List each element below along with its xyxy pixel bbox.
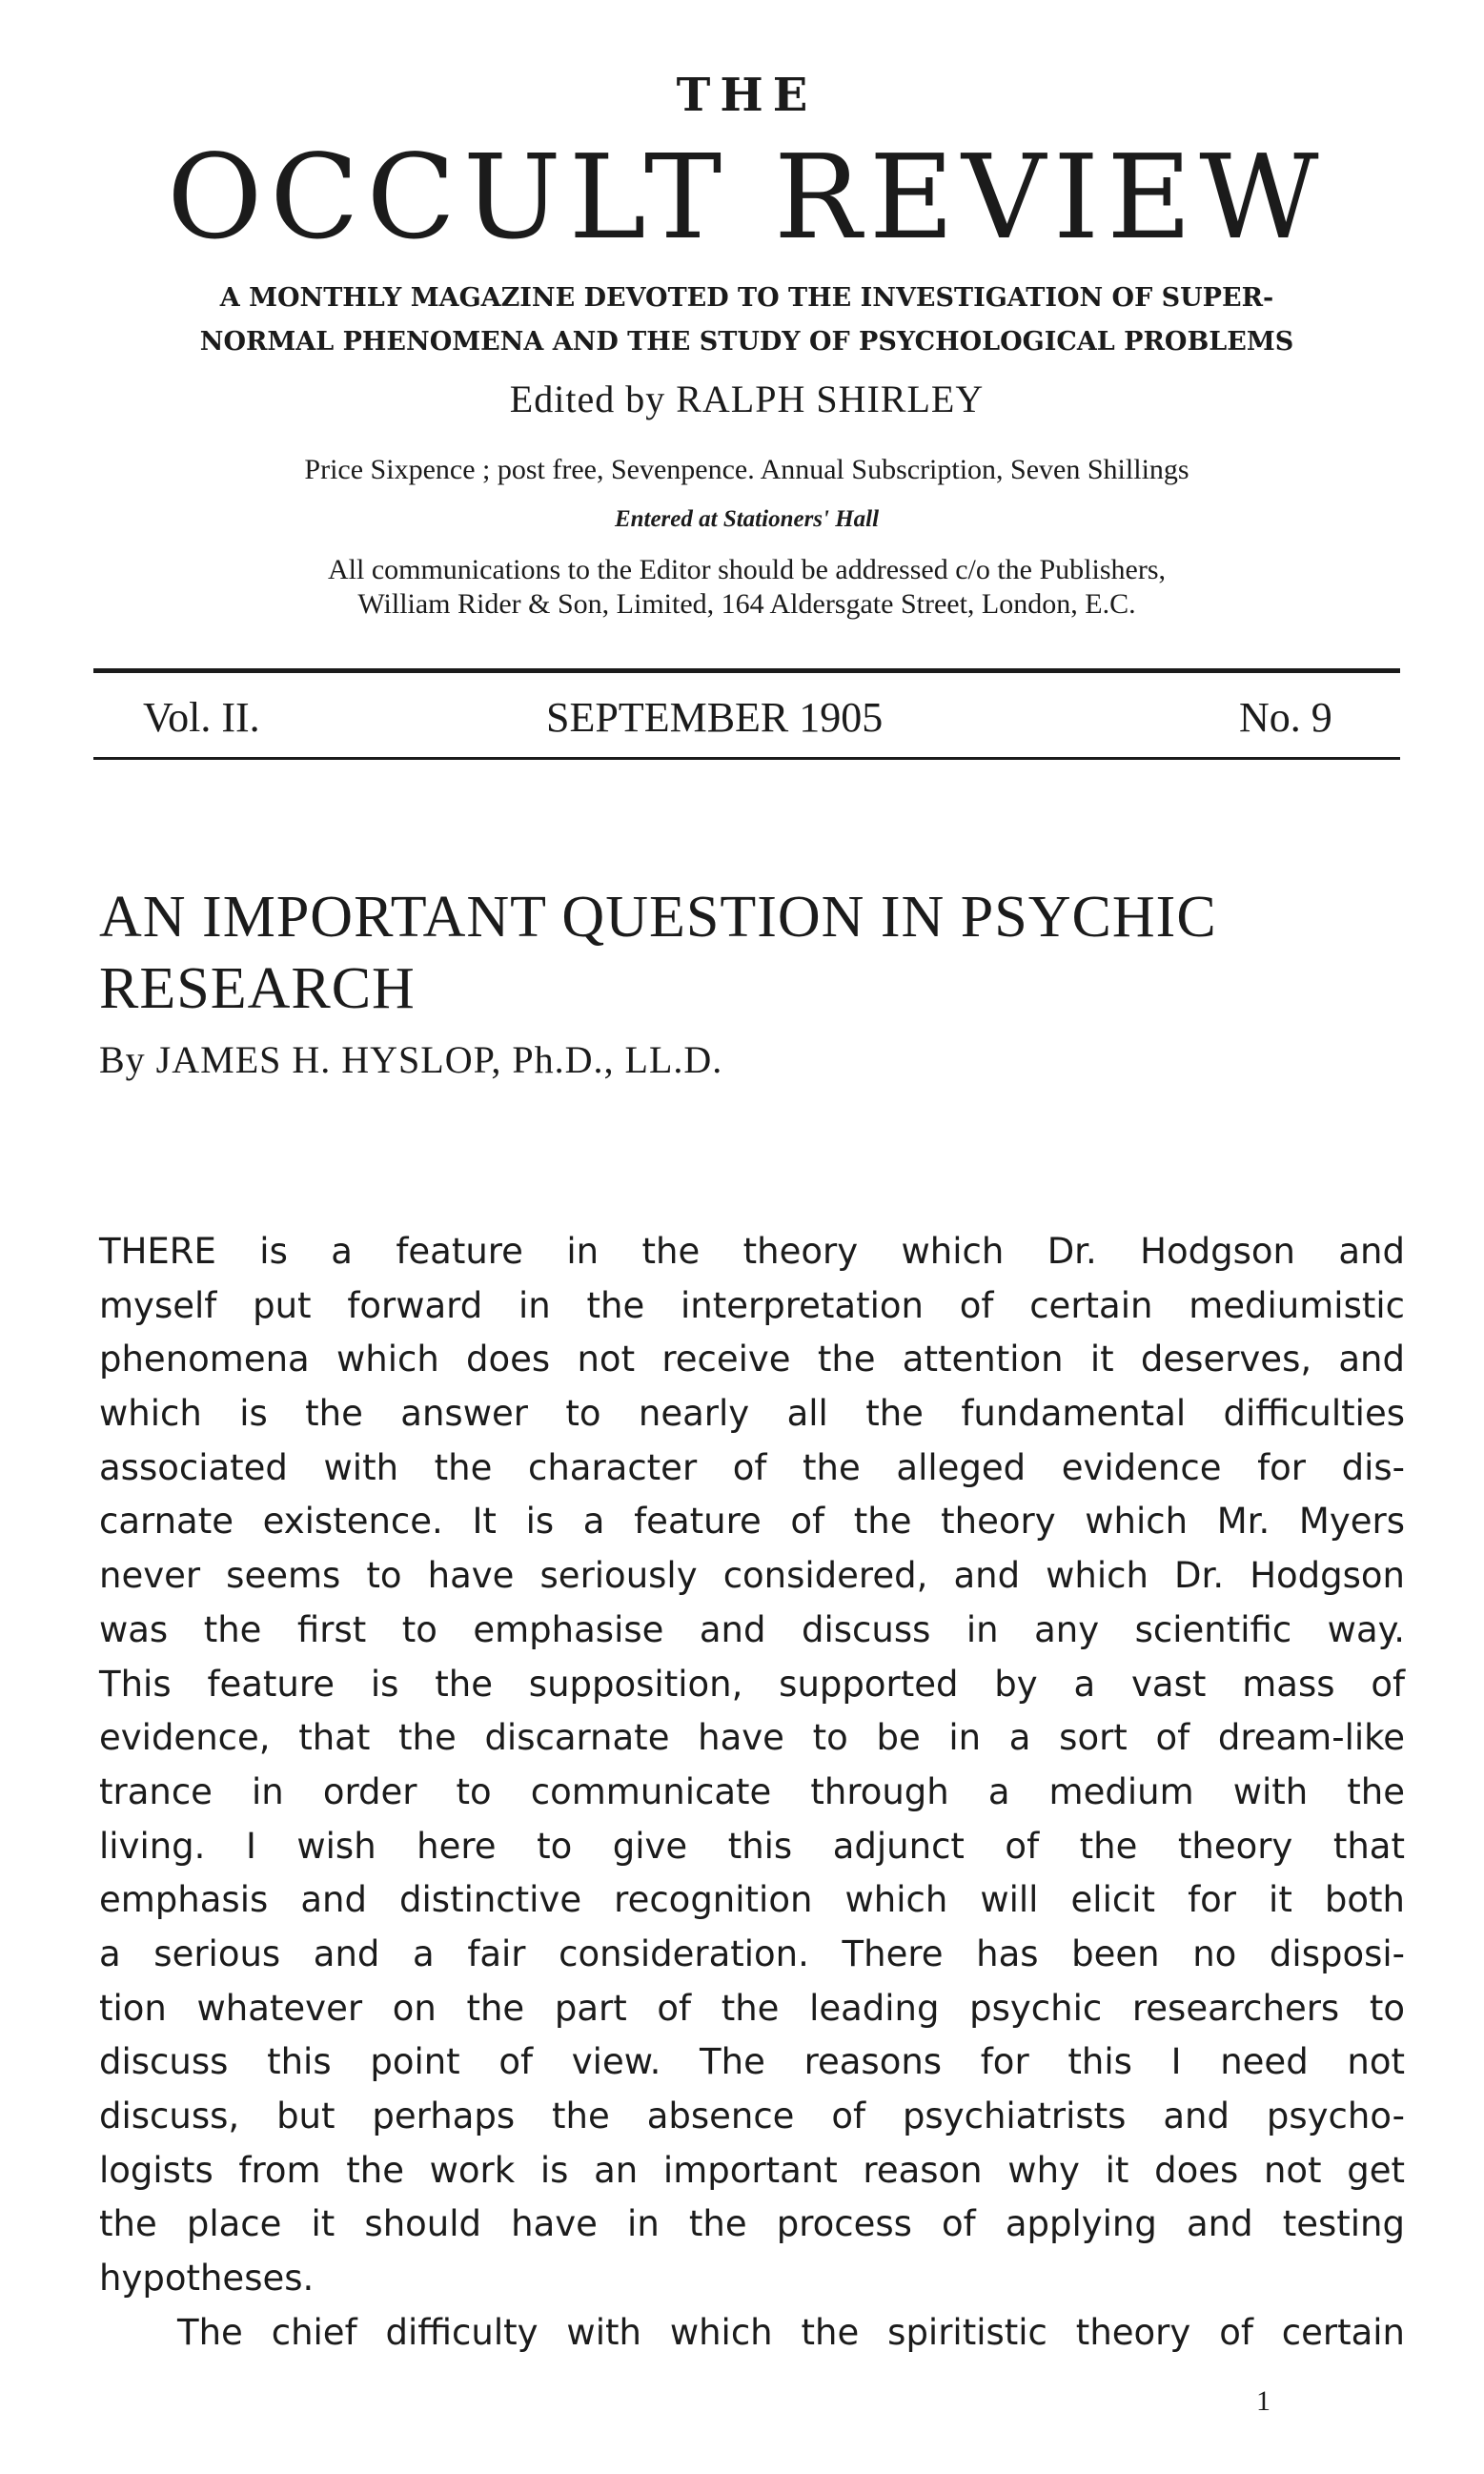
body-line: living. I wish here to give this adjunct of the theory that: [99, 1825, 1405, 1867]
body-line: THERE is a feature in the theory which Dr. Hodgson and: [99, 1231, 1405, 1272]
magazine-subtitle: [95, 276, 1398, 364]
article-title-line: RESEARCH: [99, 956, 416, 1021]
subtitle-line: A MONTHLY MAGAZINE DEVOTED TO THE INVESTIGATION OF SUPER-: [219, 283, 1274, 313]
body-line: tion whatever on the part of the leading psychic researchers to: [99, 1987, 1405, 2029]
issue-number: No. 9: [1239, 694, 1332, 741]
entered-notice: Entered at Stationers' Hall: [614, 506, 880, 532]
body-line: associated with the character of the alleged evidence for dis-: [99, 1446, 1405, 1488]
article-byline: By JAMES H. HYSLOP, Ph.D., LL.D.: [99, 1038, 723, 1081]
body-line: myself put forward in the interpretation of certain mediumistic: [99, 1284, 1405, 1326]
body-line: trance in order to communicate through a medium with the: [99, 1770, 1405, 1812]
masthead-the: THE: [676, 69, 818, 122]
issue-rule-bottom: [93, 757, 1400, 760]
body-line: logists from the work is an important reason why it does not get: [99, 2149, 1405, 2191]
magazine-title: OCCULT REVIEW: [167, 130, 1327, 265]
issue-date: SEPTEMBER 1905: [546, 694, 884, 741]
issue-rule-top: [93, 668, 1400, 673]
volume-number: Vol. II.: [143, 694, 260, 741]
editor-credit: Edited by RALPH SHIRLEY: [509, 378, 985, 420]
body-line: discuss this point of view. The reasons for this I need not: [99, 2041, 1405, 2083]
communications-line: All communications to the Editor should be addressed c/o the Publishers,: [327, 554, 1167, 585]
body-line: which is the answer to nearly all the fundamental difficulties: [99, 1393, 1405, 1435]
body-line: never seems to have seriously considered, and which Dr. Hodgson: [99, 1555, 1405, 1597]
body-line: The chief difficulty with which the spiritistic theory of certain: [177, 2311, 1405, 2353]
page-number: 1: [1256, 2385, 1271, 2417]
body-line: This feature is the supposition, supported by a vast mass of: [99, 1663, 1405, 1705]
body-line: was the first to emphasise and discuss in any scientific way.: [99, 1608, 1405, 1650]
body-line: carnate existence. It is a feature of the theory which Mr. Myers: [99, 1501, 1405, 1543]
body-line: hypotheses.: [99, 2258, 315, 2300]
communications-notice: [95, 553, 1398, 622]
body-line: a serious and a fair consideration. There has been no disposi-: [99, 1932, 1405, 1974]
body-line: discuss, but perhaps the absence of psychiatrists and psycho-: [99, 2096, 1405, 2137]
price-line: Price Sixpence ; post free, Sevenpence. Annual Subscription, Seven Shillings: [304, 454, 1189, 485]
subtitle-line: NORMAL PHENOMENA AND THE STUDY OF PSYCHOLOGICAL PROBLEMS: [199, 327, 1294, 357]
communications-line: William Rider & Son, Limited, 164 Aldersgate Street, London, E.C.: [357, 588, 1136, 620]
body-line: emphasis and distinctive recognition which will elicit for it both: [99, 1879, 1405, 1921]
article-body: [99, 1225, 1405, 2360]
article-title-line: AN IMPORTANT QUESTION IN PSYCHIC: [99, 885, 1217, 950]
body-line: phenomena which does not receive the attention it deserves, and: [99, 1339, 1405, 1380]
article-title: [99, 882, 1405, 1025]
body-line: evidence, that the discarnate have to be in a sort of dream-like: [99, 1717, 1405, 1759]
body-line: the place it should have in the process of applying and testing: [99, 2203, 1405, 2245]
